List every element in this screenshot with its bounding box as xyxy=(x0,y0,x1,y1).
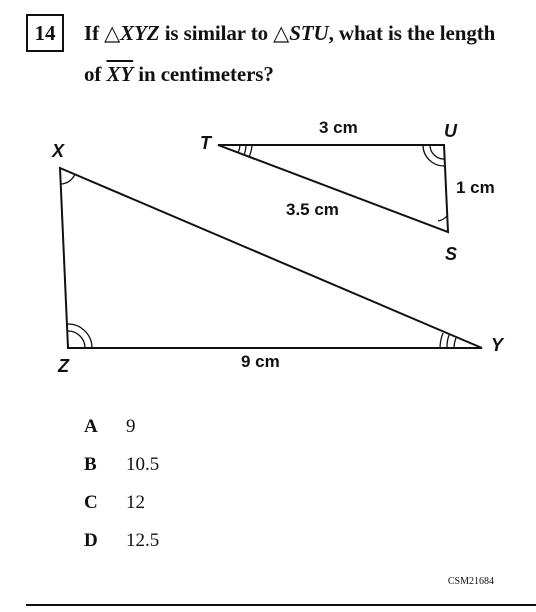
triangle-xyz xyxy=(60,168,482,348)
triangle-stu-name: △STU xyxy=(273,21,329,45)
question-text: If xyxy=(84,21,105,45)
side-ts-label: 3.5 cm xyxy=(286,200,339,219)
vertex-t-label: T xyxy=(200,133,211,153)
answer-choice-d[interactable] xyxy=(84,530,159,552)
angle-y-mark-1 xyxy=(440,333,443,348)
angle-y-mark-3 xyxy=(454,338,456,348)
side-zy-label: 9 cm xyxy=(241,352,280,371)
question-text: in centimeters? xyxy=(133,62,274,86)
vertex-s-label: S xyxy=(445,244,458,264)
choice-letter: B xyxy=(84,454,97,475)
side-tu-label: 3 cm xyxy=(319,118,358,137)
choice-letter: C xyxy=(84,492,98,513)
answer-choice-a[interactable] xyxy=(84,416,136,438)
angle-t-mark-1 xyxy=(238,145,240,153)
angle-t-mark-2 xyxy=(244,145,246,155)
choice-value: 12.5 xyxy=(126,530,160,551)
triangle-xyz-name: △XYZ xyxy=(104,21,160,45)
question-text: is similar to xyxy=(159,21,274,45)
segment-xy: $\overline{XY}$ xyxy=(106,62,134,86)
question-text: of xyxy=(84,62,107,86)
angle-t-mark-3 xyxy=(249,145,252,157)
question-text: , what is the length xyxy=(328,21,496,45)
angle-s-mark xyxy=(438,216,447,221)
angle-u-mark-inner xyxy=(430,145,445,159)
angle-y-mark-2 xyxy=(447,335,449,348)
item-code: CSM21684 xyxy=(447,576,494,587)
choice-value: 9 xyxy=(126,416,136,437)
angle-x-mark xyxy=(61,174,75,184)
side-us-label: 1 cm xyxy=(456,178,495,197)
choice-value: 10.5 xyxy=(126,454,160,475)
choice-value: 12 xyxy=(126,492,145,513)
vertex-y-label: Y xyxy=(491,335,504,355)
question-number: 14 xyxy=(26,14,64,52)
angle-z-mark-inner xyxy=(67,331,85,348)
answer-choice-b[interactable] xyxy=(84,454,159,476)
choice-letter: D xyxy=(84,530,98,551)
vertex-x-label: X xyxy=(52,141,65,161)
vertex-u-label: U xyxy=(444,121,457,141)
vertex-z-label: Z xyxy=(58,356,69,376)
choice-letter: A xyxy=(84,416,98,437)
divider-rule xyxy=(26,604,536,606)
answer-choice-c[interactable] xyxy=(84,492,145,514)
